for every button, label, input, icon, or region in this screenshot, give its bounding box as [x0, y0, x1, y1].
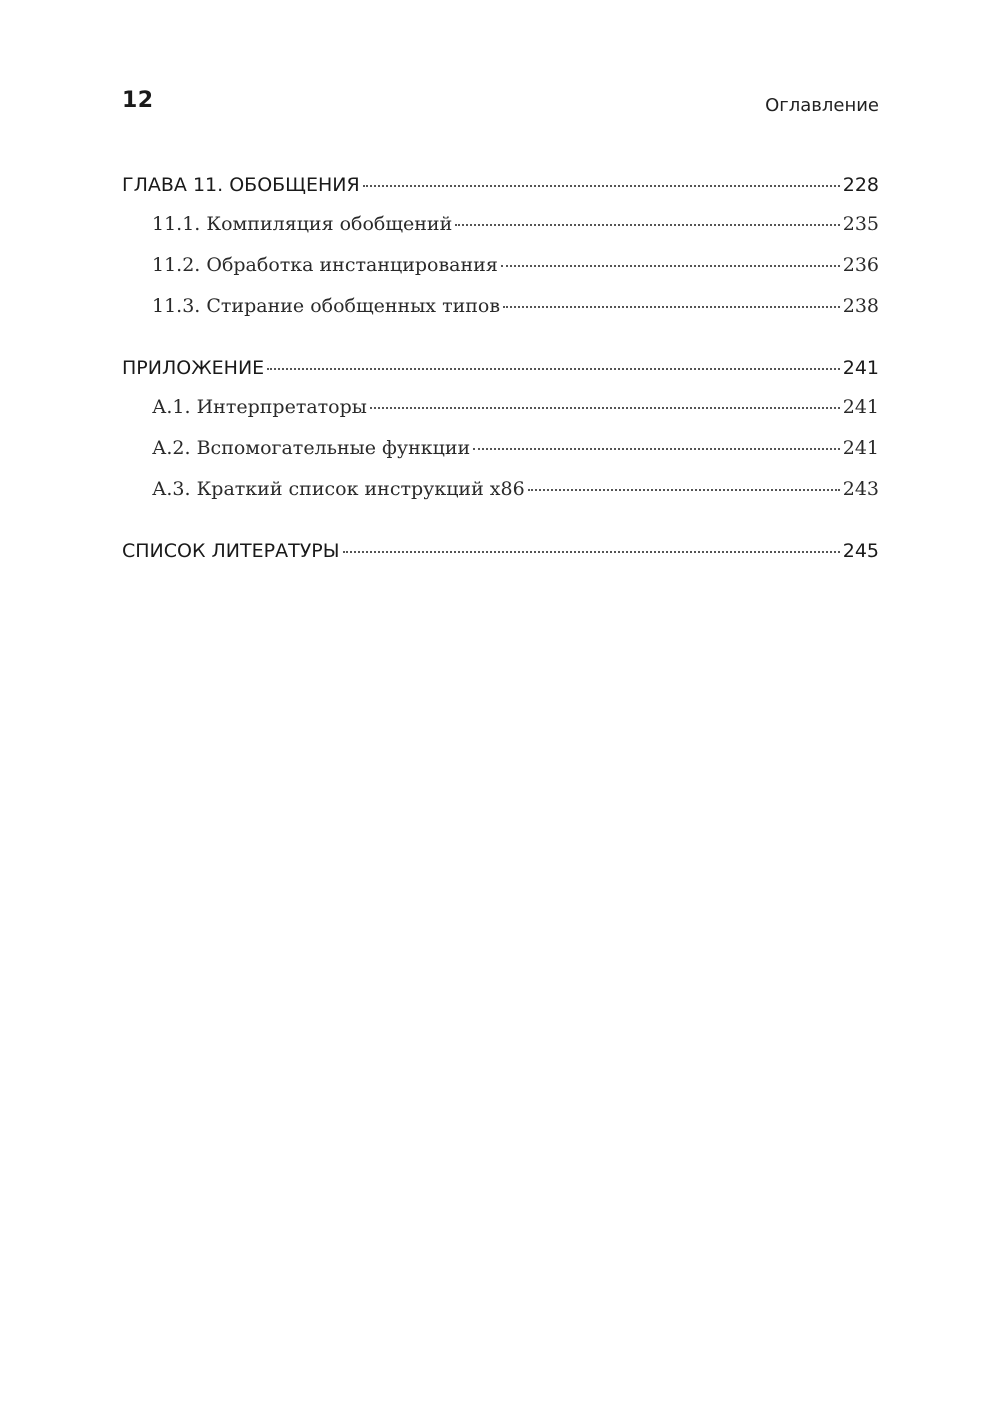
toc-entry-title: 11.1. Компиляция обобщений: [152, 213, 453, 235]
toc-entry-page: 245: [842, 540, 879, 562]
toc-section-11-3[interactable]: [122, 286, 879, 327]
toc-section-a-2[interactable]: [122, 428, 879, 469]
toc-dot-leader: [503, 304, 840, 308]
toc-entry-page: 241: [842, 357, 879, 379]
toc-dot-leader: [528, 487, 840, 491]
toc-entry-title: А.1. Интерпретаторы: [152, 396, 367, 418]
toc-dot-leader: [455, 222, 839, 226]
toc-dot-leader: [267, 366, 840, 370]
toc-entry-page: 243: [842, 478, 879, 500]
toc-entry-page: 235: [842, 213, 879, 235]
toc-entry-page: 228: [842, 174, 879, 196]
toc-dot-leader: [473, 446, 840, 450]
toc-entry-title: ПРИЛОЖЕНИЕ: [122, 357, 265, 379]
toc-section-a-1[interactable]: [122, 387, 879, 428]
toc-dot-leader: [501, 263, 840, 267]
toc-entry-page: 241: [842, 396, 879, 418]
toc-chapter-appendix[interactable]: [122, 349, 879, 387]
toc-entry-page: 238: [842, 295, 879, 317]
toc-chapter-bibliography[interactable]: [122, 532, 879, 570]
toc-entry-title: А.2. Вспомогательные функции: [152, 437, 471, 459]
table-of-contents: [122, 166, 879, 570]
toc-chapter-generics[interactable]: [122, 166, 879, 204]
page-number: 12: [122, 88, 154, 113]
toc-entry-title: 11.3. Стирание обобщенных типов: [152, 295, 501, 317]
toc-entry-title: 11.2. Обработка инстанцирования: [152, 254, 498, 276]
toc-section-11-2[interactable]: [122, 245, 879, 286]
toc-section-11-1[interactable]: [122, 204, 879, 245]
toc-entry-title: СПИСОК ЛИТЕРАТУРЫ: [122, 540, 340, 562]
toc-section-a-3[interactable]: [122, 469, 879, 510]
toc-dot-leader: [363, 183, 840, 187]
toc-dot-leader: [343, 549, 840, 553]
running-head: Оглавление: [765, 95, 879, 116]
toc-dot-leader: [370, 405, 840, 409]
toc-entry-page: 236: [842, 254, 879, 276]
toc-entry-title: ГЛАВА 11. ОБОБЩЕНИЯ: [122, 174, 360, 196]
toc-entry-page: 241: [842, 437, 879, 459]
toc-entry-title: А.3. Краткий список инструкций x86: [152, 478, 525, 500]
